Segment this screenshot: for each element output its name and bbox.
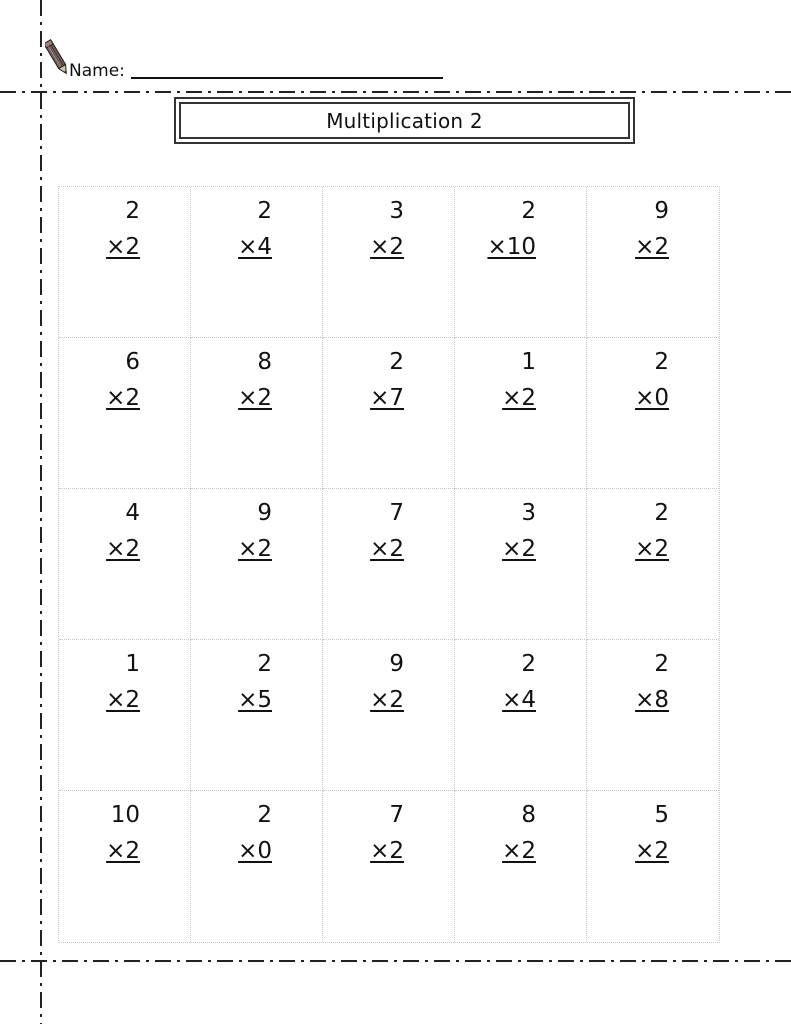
- pencil-icon: [45, 36, 70, 78]
- problem-cell: [455, 640, 587, 791]
- multiplier: ×8: [635, 687, 669, 713]
- name-writing-line[interactable]: [131, 77, 443, 79]
- problem-cell: [587, 187, 719, 338]
- problem-cell: [59, 791, 191, 942]
- multiplier: ×2: [635, 838, 669, 864]
- multiplier: ×4: [502, 687, 536, 713]
- top-number: 2: [654, 500, 669, 526]
- multiplication-problem-grid: [58, 186, 720, 943]
- multiplier: ×2: [502, 536, 536, 562]
- problem-cell: [323, 187, 455, 338]
- top-number: 10: [110, 802, 140, 828]
- multiplier: ×2: [635, 536, 669, 562]
- top-number: 6: [125, 349, 140, 375]
- problem-cell: [191, 187, 323, 338]
- problem-cell: [587, 791, 719, 942]
- top-number: 2: [125, 198, 140, 224]
- problem-cell: [191, 489, 323, 640]
- problem-cell: [455, 187, 587, 338]
- multiplier: ×7: [370, 385, 404, 411]
- top-number: 8: [521, 802, 536, 828]
- top-number: 7: [389, 802, 404, 828]
- multiplier: ×2: [370, 536, 404, 562]
- top-number: 2: [521, 198, 536, 224]
- problem-cell: [323, 489, 455, 640]
- top-number: 2: [257, 198, 272, 224]
- top-number: 9: [257, 500, 272, 526]
- top-number: 8: [257, 349, 272, 375]
- top-number: 2: [389, 349, 404, 375]
- top-number: 3: [389, 198, 404, 224]
- top-number: 7: [389, 500, 404, 526]
- multiplier: ×2: [370, 687, 404, 713]
- worksheet-title-box: [174, 97, 635, 144]
- multiplier: ×5: [238, 687, 272, 713]
- multiplier: ×2: [502, 385, 536, 411]
- problem-cell: [59, 640, 191, 791]
- problem-cell: [455, 338, 587, 489]
- name-label: Name:: [69, 61, 125, 81]
- problem-cell: [191, 338, 323, 489]
- multiplier: ×2: [106, 687, 140, 713]
- multiplier: ×4: [238, 234, 272, 260]
- top-number: 4: [125, 500, 140, 526]
- top-number: 1: [125, 651, 140, 677]
- page-title: Multiplication 2: [179, 102, 630, 139]
- top-number: 1: [521, 349, 536, 375]
- multiplier: ×0: [238, 838, 272, 864]
- name-field-row: [69, 59, 444, 83]
- top-number: 9: [389, 651, 404, 677]
- problem-cell: [587, 640, 719, 791]
- multiplier: ×2: [238, 385, 272, 411]
- top-number: 2: [521, 651, 536, 677]
- top-number: 2: [654, 349, 669, 375]
- problem-cell: [587, 338, 719, 489]
- multiplier: ×2: [106, 234, 140, 260]
- vertical-cut-guide: [40, 0, 42, 1024]
- multiplier: ×2: [635, 234, 669, 260]
- multiplier: ×2: [106, 838, 140, 864]
- top-number: 9: [654, 198, 669, 224]
- multiplier: ×2: [238, 536, 272, 562]
- top-cut-guide: [0, 91, 791, 93]
- multiplier: ×2: [370, 838, 404, 864]
- top-number: 2: [257, 651, 272, 677]
- problem-cell: [323, 338, 455, 489]
- bottom-cut-guide: [0, 960, 791, 962]
- problem-cell: [323, 791, 455, 942]
- problem-cell: [191, 791, 323, 942]
- multiplier: ×2: [502, 838, 536, 864]
- problem-cell: [59, 187, 191, 338]
- problem-cell: [455, 791, 587, 942]
- multiplier: ×2: [370, 234, 404, 260]
- multiplier: ×0: [635, 385, 669, 411]
- multiplier: ×10: [487, 234, 536, 260]
- problem-cell: [455, 489, 587, 640]
- top-number: 2: [654, 651, 669, 677]
- multiplier: ×2: [106, 536, 140, 562]
- top-number: 3: [521, 500, 536, 526]
- top-number: 2: [257, 802, 272, 828]
- problem-cell: [59, 489, 191, 640]
- problem-cell: [59, 338, 191, 489]
- multiplier: ×2: [106, 385, 140, 411]
- problem-cell: [587, 489, 719, 640]
- problem-cell: [323, 640, 455, 791]
- top-number: 5: [654, 802, 669, 828]
- problem-cell: [191, 640, 323, 791]
